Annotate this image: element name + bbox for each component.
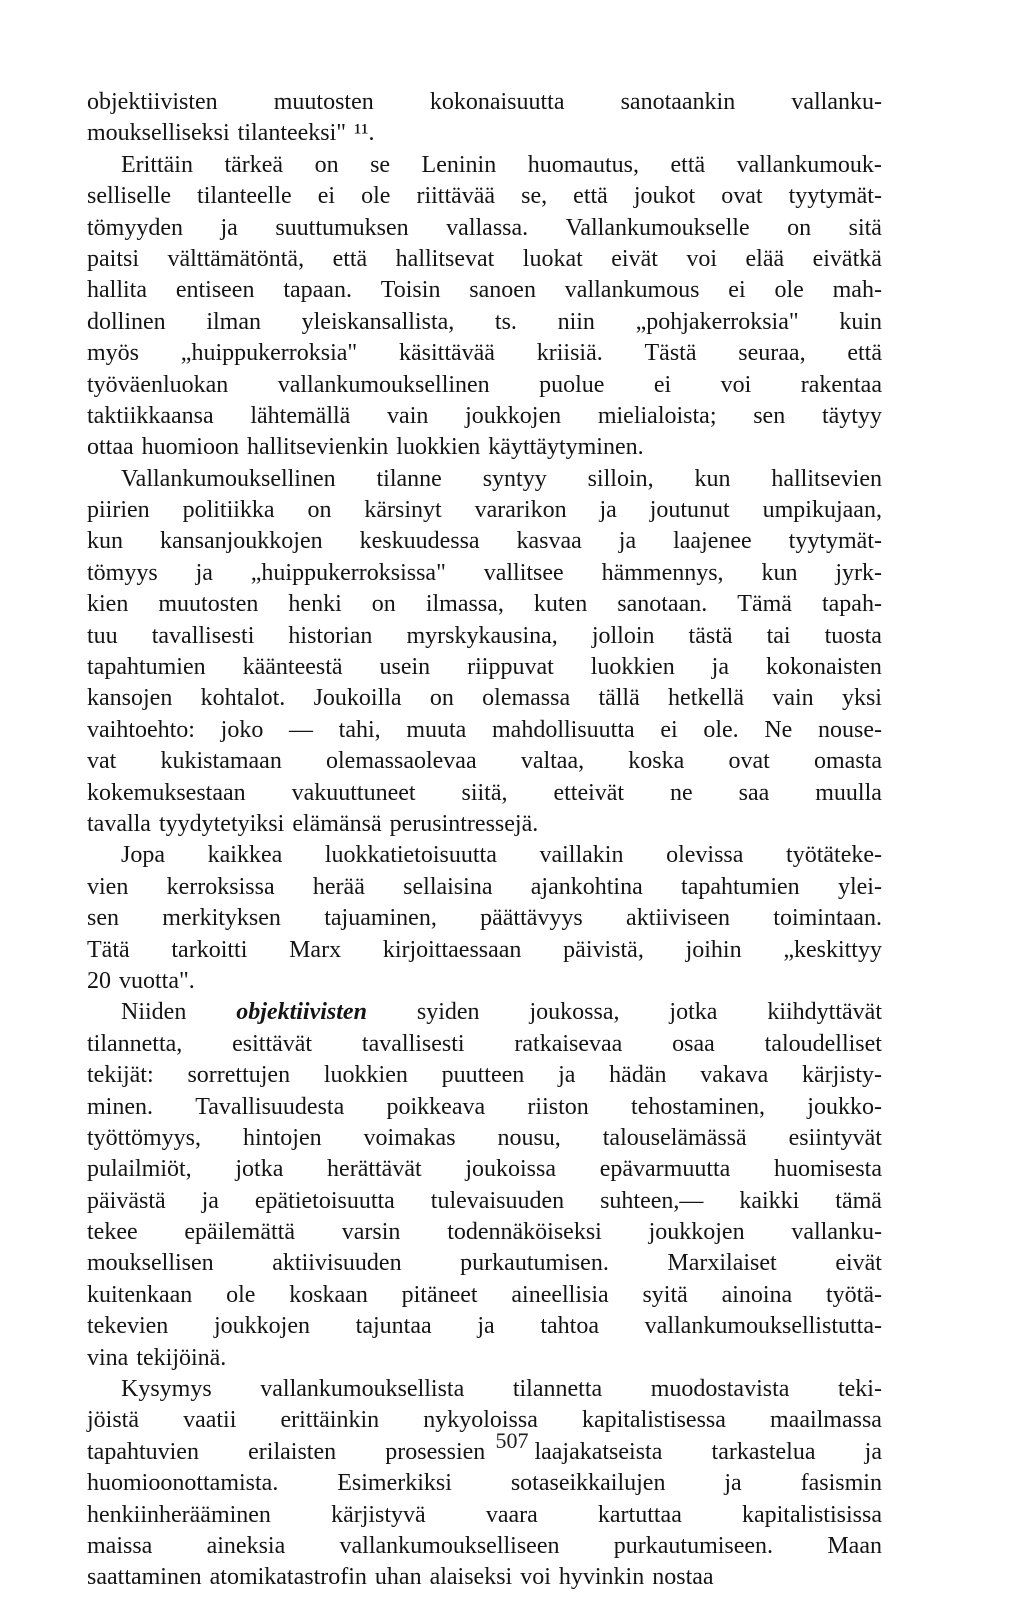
text-line: Niiden objektiivisten syiden joukossa, jotka kiihdyttävät <box>121 999 882 1026</box>
text-line: piirien politiikka on kärsinyt vararikon ja joutunut umpikujaan, <box>87 497 882 524</box>
paragraph <box>87 150 882 464</box>
text-line: kien muutosten henki on ilmassa, kuten sanotaan. Tämä tapah- <box>87 591 882 618</box>
text-line: dollinen ilman yleiskansallista, ts. niin „pohjakerroksia" kuin <box>87 308 882 335</box>
text-line: tekee epäilemättä varsin todennäköiseksi joukkojen vallanku- <box>87 1219 882 1246</box>
text-line: jöistä vaatii erittäinkin nykyoloissa kapitalistisessa maailmassa <box>87 1407 882 1434</box>
text-line: tavalla tyydytetyiksi elämänsä perusintressejä. <box>87 810 539 837</box>
text-line: kun kansanjoukkojen keskuudessa kasvaa ja laajenee tyytymät- <box>87 528 882 555</box>
text-line: taktiikkaansa lähtemällä vain joukkojen mielialoista; sen täytyy <box>87 402 882 429</box>
text-line: päivästä ja epätietoisuutta tulevaisuuden suhteen,— kaikki tämä <box>87 1187 882 1214</box>
paragraph <box>87 997 882 1374</box>
text-line: Jopa kaikkea luokkatietoisuutta vaillakin olevissa työtäteke- <box>121 842 882 869</box>
text-line: tekijät: sorrettujen luokkien puutteen ja hädän vakava kärjisty- <box>87 1062 882 1089</box>
page-number: 507 <box>495 1428 529 1453</box>
text-line: tilannetta, esittävät tavallisesti ratkaisevaa osaa taloudelliset <box>87 1030 882 1057</box>
text-line: vat kukistamaan olemassaolevaa valtaa, koska ovat omasta <box>87 748 882 775</box>
text-line: sen merkityksen tajuaminen, päättävyys aktiiviseen toimintaan. <box>87 905 882 932</box>
text-line: maissa aineksia vallankumoukselliseen purkautumiseen. Maan <box>87 1532 882 1559</box>
text-line: tömyyden ja suuttumuksen vallassa. Vallankumoukselle on sitä <box>87 214 882 241</box>
text-line: myös „huippukerroksia" käsittävää kriisiä. Tästä seuraa, että <box>87 340 882 367</box>
text-line: työttömyys, hintojen voimakas nousu, talouselämässä esiintyvät <box>87 1124 882 1151</box>
text-line: paitsi välttämätöntä, että hallitsevat luokat eivät voi elää eivätkä <box>87 245 882 272</box>
text-line: vien kerroksissa herää sellaisina ajankohtina tapahtumien ylei- <box>87 873 882 900</box>
text-line: Erittäin tärkeä on se Leninin huomautus, että vallankumouk- <box>121 151 882 178</box>
text-line: minen. Tavallisuudesta poikkeava riiston tehostaminen, joukko- <box>87 1093 882 1120</box>
text-line: 20 vuotta". <box>87 967 195 994</box>
text-line: Tätä tarkoitti Marx kirjoittaessaan päivistä, joihin „keskittyy <box>87 936 882 963</box>
text-line: tapahtumien käänteestä usein riippuvat luokkien ja kokonaisten <box>87 654 882 681</box>
text-line: ottaa huomioon hallitsevienkin luokkien käyttäytyminen. <box>87 434 644 461</box>
text-line: Kysymys vallankumouksellista tilannetta muodostavista teki- <box>121 1376 882 1403</box>
text-line: kokemuksestaan vakuuttuneet siitä, etteivät ne saa muulla <box>87 779 882 806</box>
text-line: mouksellisen aktiivisuuden purkautumisen. Marxilaiset eivät <box>87 1250 882 1277</box>
text-line: henkiinherääminen kärjistyvä vaara kartuttaa kapitalistisissa <box>87 1501 882 1528</box>
paragraph <box>87 87 882 150</box>
text-line: pulailmiöt, jotka herättävät joukoissa epävarmuutta huomisesta <box>87 1156 882 1183</box>
text-line: saattaminen atomikatastrofin uhan alaiseksi voi hyvinkin nostaa <box>87 1564 714 1591</box>
paragraph <box>87 840 882 997</box>
text-line: kansojen kohtalot. Joukoilla on olemassa tällä hetkellä vain yksi <box>87 685 882 712</box>
body-text <box>87 87 882 1594</box>
text-line: objektiivisten muutosten kokonaisuutta sanotaankin vallanku- <box>87 89 882 115</box>
text-line: kuitenkaan ole koskaan pitäneet aineellisia syitä ainoina työtä- <box>87 1281 882 1308</box>
text-line: hallita entiseen tapaan. Toisin sanoen vallankumous ei ole mah- <box>87 277 882 304</box>
text-line: tapahtuvien erilaisten prosessien laajakatseista tarkastelua ja <box>87 1438 882 1465</box>
text-line: työväenluokan vallankumouksellinen puolue ei voi rakentaa <box>87 371 882 398</box>
text-line: huomioonottamista. Esimerkiksi sotaseikkailujen ja fasismin <box>87 1470 882 1497</box>
text-line: vaihtoehto: joko — tahi, muuta mahdollisuutta ei ole. Ne nouse- <box>87 716 882 743</box>
text-line: tuu tavallisesti historian myrskykausina, jolloin tästä tai tuosta <box>87 622 882 649</box>
text-line: moukselliseksi tilanteeksi" ¹¹. <box>87 120 375 147</box>
text-line: vina tekijöinä. <box>87 1344 227 1371</box>
text-line: selliselle tilanteelle ei ole riittävää se, että joukot ovat tyytymät- <box>87 183 882 210</box>
paragraph <box>87 1374 882 1594</box>
text-line: Vallankumouksellinen tilanne syntyy silloin, kun hallitsevien <box>121 465 882 492</box>
text-line: tekevien joukkojen tajuntaa ja tahtoa vallankumouksellistutta- <box>87 1313 882 1340</box>
paragraph <box>87 464 882 841</box>
text-line: tömyys ja „huippukerroksissa" vallitsee hämmennys, kun jyrk- <box>87 559 882 586</box>
